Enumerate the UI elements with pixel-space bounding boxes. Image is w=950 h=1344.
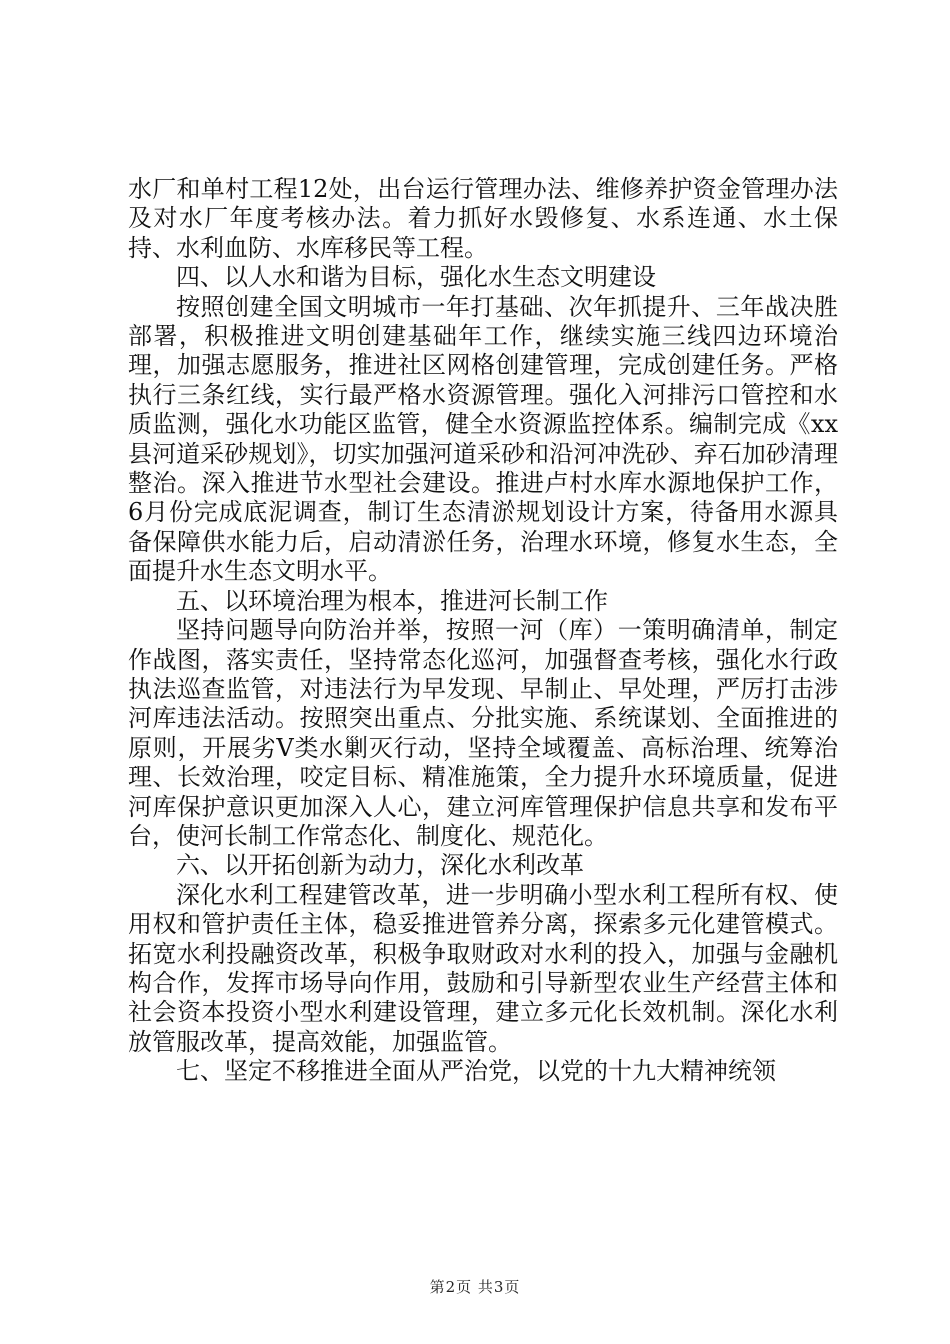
section-heading-6: 六、以开拓创新为动力，深化水利改革	[176, 851, 584, 880]
paragraph-section-4: 按照创建全国文明城市一年打基础、次年抓提升、三年战决胜部署，积极推进文明创建基础年工作，继续实施三线四边环境治理，加强志愿服务，推进社区网格创建管理，完成创建任务。严格执行三条红线，实行最严格水资源管理。强化入河排污口管控和水质监测，强化水功能区监管，健全水资源监控体系。编制完成《xx县河道采砂规划》，切实加强河道采砂和沿河冲洗砂、弃石加砂清理整治。深入推进节水型社会建设。推进卢村水库水源地保护工作，6月份完成底泥调查，制订生态清淤规划设计方案，待备用水源具备保障供水能力后，启动清淤任务，治理水环境，修复水生态，全面提升水生态文明水平。	[128, 292, 838, 586]
section-heading-5: 五、以环境治理为根本，推进河长制工作	[176, 586, 608, 615]
paragraph-section-6: 深化水利工程建管改革，进一步明确小型水利工程所有权、使用权和管护责任主体，稳妥推进管养分离，探索多元化建管模式。拓宽水利投融资改革，积极争取财政对水利的投入，加强与金融机构合作，发挥市场导向作用，鼓励和引导新型农业生产经营主体和社会资本投资小型水利建设管理，建立多元化长效机制。深化水利放管服改革，提高效能，加强监管。	[128, 880, 838, 1056]
paragraph-section-5: 坚持问题导向防治并举，按照一河（库）一策明确清单，制定作战图，落实责任，坚持常态化巡河，加强督查考核，强化水行政执法巡查监管，对违法行为早发现、早制止、早处理，严厉打击涉河库违法活动。按照突出重点、分批实施、系统谋划、全面推进的原则，开展劣Ⅴ类水剿灭行动，坚持全域覆盖、高标治理、统筹治理、长效治理，咬定目标、精准施策，全力提升水环境质量，促进河库保护意识更加深入人心，建立河库管理保护信息共享和发布平台，使河长制工作常态化、制度化、规范化。	[128, 616, 838, 850]
section-heading-4: 四、以人水和谐为目标，强化水生态文明建设	[176, 263, 656, 292]
page-number-footer: 第2页 共3页	[429, 1278, 521, 1296]
document-body	[128, 175, 838, 1087]
section-heading-7: 七、坚定不移推进全面从严治党，以党的十九大精神统领	[176, 1057, 776, 1086]
paragraph-continued: 水厂和单村工程12处，出台运行管理办法、维修养护资金管理办法及对水厂年度考核办法。着力抓好水毁修复、水系连通、水土保持、水利血防、水库移民等工程。	[128, 175, 838, 262]
